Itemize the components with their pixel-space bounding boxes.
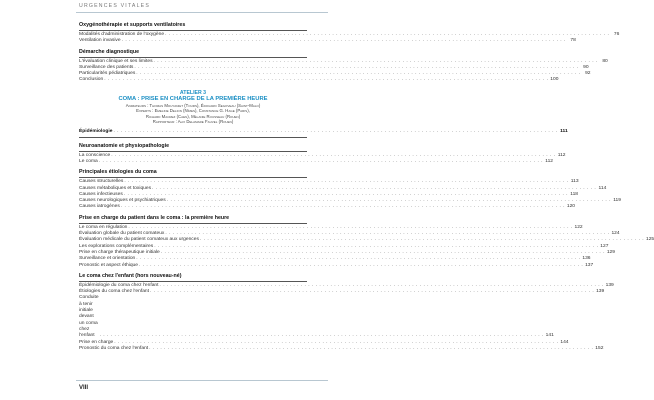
running-title: URGENCES VITALES	[79, 3, 150, 9]
page-number: 80	[602, 58, 608, 64]
dot-leader: . . . . . . . . . . . . . . . . . . . . . . . . . . . . . . . . . . . . . . . . . . . . . . . . . . . . . . . . . . . . . . . . . . . . . . . . . . . . . . . . . . . . . . . . . . . . . . . . . . . . . . . . . . . . . . . . . . . . . . . .	[121, 38, 566, 44]
section-heading: Oxygénothérapie et supports ventilatoires	[79, 22, 186, 28]
toc-entry[interactable]	[79, 38, 576, 44]
page-number: 114	[598, 185, 607, 191]
entry-label: Causes infectieuses	[79, 191, 123, 197]
dot-leader: . . . . . . . . . . . . . . . . . . . . . . . . . . . . . . . . . . . . . . . . . . . . . . . . . . . . . . . . . . . . . . . . . . . . . . . . . . . . . . . . . . . . . . . . . . . . . . . . . . . . . . . . . . . . . . . . . . . . . . . .	[113, 129, 558, 135]
dot-leader: . . . . . . . . . . . . . . . . . . . . . . . . . . . . . . . . . . . . . . . . . . . . . . . . . . . . . . . . . . . . . . . . . . . . . . . . . . . . . . . . . . . . . . . . . . . . . . . . . . . . . . . . . . . . . . . . . . . . . . . .	[124, 179, 569, 185]
dot-leader: . . . . . . . . . . . . . . . . . . . . . . . . . . . . . . . . . . . . . . . . . . . . . . . . . . . . . . . . . . . . . . . . . . . . . . . . . . . . . . . . . . . . . . . . . . . . . . . . . . . . . . . . . . . . . . . . . . . . . . . .	[99, 333, 544, 339]
toc-section-row[interactable]	[79, 129, 568, 135]
page-number: 139	[596, 289, 605, 295]
page-number: 122	[574, 224, 583, 230]
credit-line: Richard Macrez (Caen), Mélanie Rousseau (Rouen)	[145, 113, 241, 119]
page-number: 100	[550, 77, 559, 83]
page-number: 127	[600, 243, 609, 249]
page-number: 112	[557, 152, 566, 158]
entry-label: Surveillance et orientation	[79, 256, 136, 262]
entry-label: Évaluation médicale du patient comateux aux urgences	[79, 237, 199, 243]
toc-block-b	[79, 129, 654, 352]
entry-label: Causes iatrogènes	[79, 204, 120, 210]
dot-leader: . . . . . . . . . . . . . . . . . . . . . . . . . . . . . . . . . . . . . . . . . . . . . . . . . . . . . . . . . . . . . . . . . . . . . . . . . . . . . . . . . . . . . . . . . . . . . . . . . . . . . . . . . . . . . . . . . . . . . . . .	[120, 204, 566, 210]
page-number: 129	[606, 249, 615, 255]
section-rule	[79, 281, 307, 282]
page-number: 90	[583, 64, 589, 70]
entry-label: Particularités pédiatriques	[79, 71, 136, 77]
page-number: 111	[560, 129, 568, 135]
page-number: 144	[560, 339, 569, 345]
entry-label: Pronostic du coma chez l'enfant	[79, 345, 149, 351]
entry-label: Pronostic et aspect éthique	[79, 262, 138, 268]
page-number: 78	[570, 38, 576, 44]
atelier-title: COMA : PRISE EN CHARGE DE LA PREMIÈRE HEURE	[118, 95, 268, 102]
dot-leader: . . . . . . . . . . . . . . . . . . . . . . . . . . . . . . . . . . . . . . . . . . . . . . . . . . . . . . . . . . . . . . . . . . . . . . . . . . . . . . . . . . . . . . . . . . . . . . . . . . . . . . . . . . . . . . . . . . . . . . . .	[136, 71, 581, 77]
page-number: 152	[595, 345, 604, 351]
section-heading: Neuroanatomie et physiopathologie	[79, 142, 170, 149]
toc-entry[interactable]	[79, 204, 576, 210]
dot-leader: . . . . . . . . . . . . . . . . . . . . . . . . . . . . . . . . . . . . . . . . . . . . . . . . . . . . . . . . . . . . . . . . . . . . . . . . . . . . . . . . . . . . . . . . . . . . . . . . . . . . . . . . . . . . . . . . . . . . . . . .	[159, 282, 604, 288]
entry-label: Prise en charge thérapeutique initiale	[79, 249, 160, 255]
page-number: 137	[585, 262, 594, 268]
dot-leader: . . . . . . . . . . . . . . . . . . . . . . . . . . . . . . . . . . . . . . . . . . . . . . . . . . . . . . . . . . . . . . . . . . . . . . . . . . . . . . . . . . . . . . . . . . . . . . . . . . . . . . . . . . . . . . . . . . . . . . . .	[134, 64, 579, 70]
header-rule	[76, 12, 328, 13]
dot-leader: . . . . . . . . . . . . . . . . . . . . . . . . . . . . . . . . . . . . . . . . . . . . . . . . . . . . . . . . . . . . . . . . . . . . . . . . . . . . . . . . . . . . . . . . . . . . . . . . . . . . . . . . . . . . . . . . . . . . . . . .	[136, 256, 581, 262]
entry-label: Le coma	[79, 159, 98, 164]
atelier-heading	[79, 90, 307, 125]
dot-leader: . . . . . . . . . . . . . . . . . . . . . . . . . . . . . . . . . . . . . . . . . . . . . . . . . . . . . . . . . . . . . . . . . . . . . . . . . . . . . . . . . . . . . . . . . . . . . . . . . . . . . . . . . . . . . . . . . . . . . . . .	[111, 152, 556, 158]
page-number: 120	[566, 204, 576, 210]
toc-entry[interactable]	[79, 289, 605, 295]
section-rule	[79, 57, 307, 58]
entry-label: La conscience	[79, 152, 111, 158]
page-folio: VIII	[79, 385, 89, 391]
entry-label: Conclusion	[79, 77, 104, 83]
dot-leader: . . . . . . . . . . . . . . . . . . . . . . . . . . . . . . . . . . . . . . . . . . . . . . . . . . . . . . . . . . . . . . . . . . . . . . . . . . . . . . . . . . . . . . . . . . . . . . . . . . . . . . . . . . . . . . . . . . . . . . . .	[160, 249, 605, 255]
toc-entry[interactable]	[79, 345, 604, 352]
page-number: 119	[613, 198, 621, 204]
dot-leader: . . . . . . . . . . . . . . . . . . . . . . . . . . . . . . . . . . . . . . . . . . . . . . . . . . . . . . . . . . . . . . . . . . . . . . . . . . . . . . . . . . . . . . . . . . . . . . . . . . . . . . . . . . . . . . . . . . . . . . . .	[165, 32, 610, 37]
entry-label: Causes structurelles	[79, 179, 124, 185]
entry-label: Modalités d'administration de l'oxygène	[79, 32, 165, 37]
dot-leader: . . . . . . . . . . . . . . . . . . . . . . . . . . . . . . . . . . . . . . . . . . . . . . . . . . . . . . . . . . . . . . . . . . . . . . . . . . . . . . . . . . . . . . . . . . . . . . . . . . . . . . . . . . . . . . . . . . . . . . . .	[149, 345, 594, 351]
toc-entry[interactable]	[79, 295, 554, 339]
dot-leader: . . . . . . . . . . . . . . . . . . . . . . . . . . . . . . . . . . . . . . . . . . . . . . . . . . . . . . . . . . . . . . . . . . . . . . . . . . . . . . . . . . . . . . . . . . . . . . . . . . . . . . . . . . . . . . . . . . . . . . . .	[98, 159, 544, 164]
section-heading: Démarche diagnostique	[79, 48, 140, 55]
entry-label: Ventilation invasive	[79, 38, 121, 44]
entry-label: Évaluation globale du patient comateux	[79, 231, 165, 237]
section-rule	[79, 151, 307, 152]
entry-label: Causes métaboliques et toxiques	[79, 185, 152, 191]
dot-leader: . . . . . . . . . . . . . . . . . . . . . . . . . . . . . . . . . . . . . . . . . . . . . . . . . . . . . . . . . . . . . . . . . . . . . . . . . . . . . . . . . . . . . . . . . . . . . . . . . . . . . . . . . . . . . . . . . . . . . . . .	[153, 58, 598, 64]
credit-line: Rapporteur : Alix Delamare Fauvel (Rouen)	[152, 119, 234, 124]
entry-label: Conduite à tenir initiale devant un coma chez l'enfant	[79, 295, 99, 339]
section-rule	[79, 223, 307, 224]
entry-label: L'évaluation clinique et ses limites	[79, 58, 153, 64]
credit-line: Experts : Emeline Delion (Nîmes), Constance G. Hage (Paris),	[136, 108, 250, 114]
dot-leader: . . . . . . . . . . . . . . . . . . . . . . . . . . . . . . . . . . . . . . . . . . . . . . . . . . . . . . . . . . . . . . . . . . . . . . . . . . . . . . . . . . . . . . . . . . . . . . . . . . . . . . . . . . . . . . . . . . . . . . . .	[139, 262, 584, 268]
entry-label: Étiologies du coma chez l'enfant	[79, 289, 149, 295]
page-number: 136	[582, 256, 591, 262]
atelier-label: ATELIER 3	[179, 89, 207, 96]
page-number: 113	[570, 179, 579, 185]
page-number: 92	[585, 71, 591, 77]
atelier-credits	[79, 103, 307, 125]
dot-leader: . . . . . . . . . . . . . . . . . . . . . . . . . . . . . . . . . . . . . . . . . . . . . . . . . . . . . . . . . . . . . . . . . . . . . . . . . . . . . . . . . . . . . . . . . . . . . . . . . . . . . . . . . . . . . . . . . . . . . . . .	[165, 231, 610, 237]
page-number: 139	[605, 282, 614, 288]
toc-entry[interactable]	[79, 262, 594, 269]
page-number: 124	[611, 231, 620, 237]
section-heading: Le coma chez l'enfant (hors nouveau-né)	[79, 272, 182, 279]
toc-content	[79, 22, 654, 352]
section-heading: Prise en charge du patient dans le coma : la première heure	[79, 214, 230, 221]
section-heading: Principales étiologies du coma	[79, 169, 157, 176]
dot-leader: . . . . . . . . . . . . . . . . . . . . . . . . . . . . . . . . . . . . . . . . . . . . . . . . . . . . . . . . . . . . . . . . . . . . . . . . . . . . . . . . . . . . . . . . . . . . . . . . . . . . . . . . . . . . . . . . . . . . . . . .	[123, 191, 569, 197]
toc-entry[interactable]	[79, 159, 554, 165]
section-rule	[79, 30, 307, 31]
dot-leader: . . . . . . . . . . . . . . . . . . . . . . . . . . . . . . . . . . . . . . . . . . . . . . . . . . . . . . . . . . . . . . . . . . . . . . . . . . . . . . . . . . . . . . . . . . . . . . . . . . . . . . . . . . . . . . . . . . . . . . . .	[150, 289, 595, 295]
entry-label: Les explorations complémentaires	[79, 243, 154, 249]
footer-rule	[76, 380, 328, 381]
toc-block-a	[79, 22, 620, 84]
section-title: Épidémiologie	[79, 129, 113, 135]
entry-label: Surveillance des patients	[79, 64, 134, 70]
dot-leader: . . . . . . . . . . . . . . . . . . . . . . . . . . . . . . . . . . . . . . . . . . . . . . . . . . . . . . . . . . . . . . . . . . . . . . . . . . . . . . . . . . . . . . . . . . . . . . . . . . . . . . . . . . . . . . . . . . . . . . . .	[104, 77, 549, 83]
dot-leader: . . . . . . . . . . . . . . . . . . . . . . . . . . . . . . . . . . . . . . . . . . . . . . . . . . . . . . . . . . . . . . . . . . . . . . . . . . . . . . . . . . . . . . . . . . . . . . . . . . . . . . . . . . . . . . . . . . . . . . . .	[154, 243, 599, 249]
entry-label: Prise en charge	[79, 339, 114, 345]
entry-label: Causes neurologiques et psychiatriques	[79, 198, 166, 204]
page-number: 141	[545, 333, 554, 339]
entry-label: Le coma en régulation	[79, 224, 128, 230]
dot-leader: . . . . . . . . . . . . . . . . . . . . . . . . . . . . . . . . . . . . . . . . . . . . . . . . . . . . . . . . . . . . . . . . . . . . . . . . . . . . . . . . . . . . . . . . . . . . . . . . . . . . . . . . . . . . . . . . . . . . . . . .	[114, 339, 559, 345]
dot-leader: . . . . . . . . . . . . . . . . . . . . . . . . . . . . . . . . . . . . . . . . . . . . . . . . . . . . . . . . . . . . . . . . . . . . . . . . . . . . . . . . . . . . . . . . . . . . . . . . . . . . . . . . . . . . . . . . . . . . . . . .	[199, 237, 645, 243]
page-number: 112	[545, 159, 554, 164]
entry-label: Épidémiologie du coma chez l'enfant	[79, 282, 159, 288]
section-rule	[79, 137, 307, 138]
dot-leader: . . . . . . . . . . . . . . . . . . . . . . . . . . . . . . . . . . . . . . . . . . . . . . . . . . . . . . . . . . . . . . . . . . . . . . . . . . . . . . . . . . . . . . . . . . . . . . . . . . . . . . . . . . . . . . . . . . . . . . . .	[128, 224, 573, 230]
toc-entry[interactable]	[79, 77, 559, 83]
dot-leader: . . . . . . . . . . . . . . . . . . . . . . . . . . . . . . . . . . . . . . . . . . . . . . . . . . . . . . . . . . . . . . . . . . . . . . . . . . . . . . . . . . . . . . . . . . . . . . . . . . . . . . . . . . . . . . . . . . . . . . . .	[166, 198, 611, 204]
page-number: 76	[613, 32, 620, 37]
page-number: 118	[570, 191, 579, 197]
dot-leader: . . . . . . . . . . . . . . . . . . . . . . . . . . . . . . . . . . . . . . . . . . . . . . . . . . . . . . . . . . . . . . . . . . . . . . . . . . . . . . . . . . . . . . . . . . . . . . . . . . . . . . . . . . . . . . . . . . . . . . . .	[152, 185, 597, 191]
credit-line: Animateurs : Thomas Mouyaniet (Tours), Édouard Segoveau (Saint-Malo)	[125, 102, 261, 108]
page-number: 125	[645, 237, 654, 243]
